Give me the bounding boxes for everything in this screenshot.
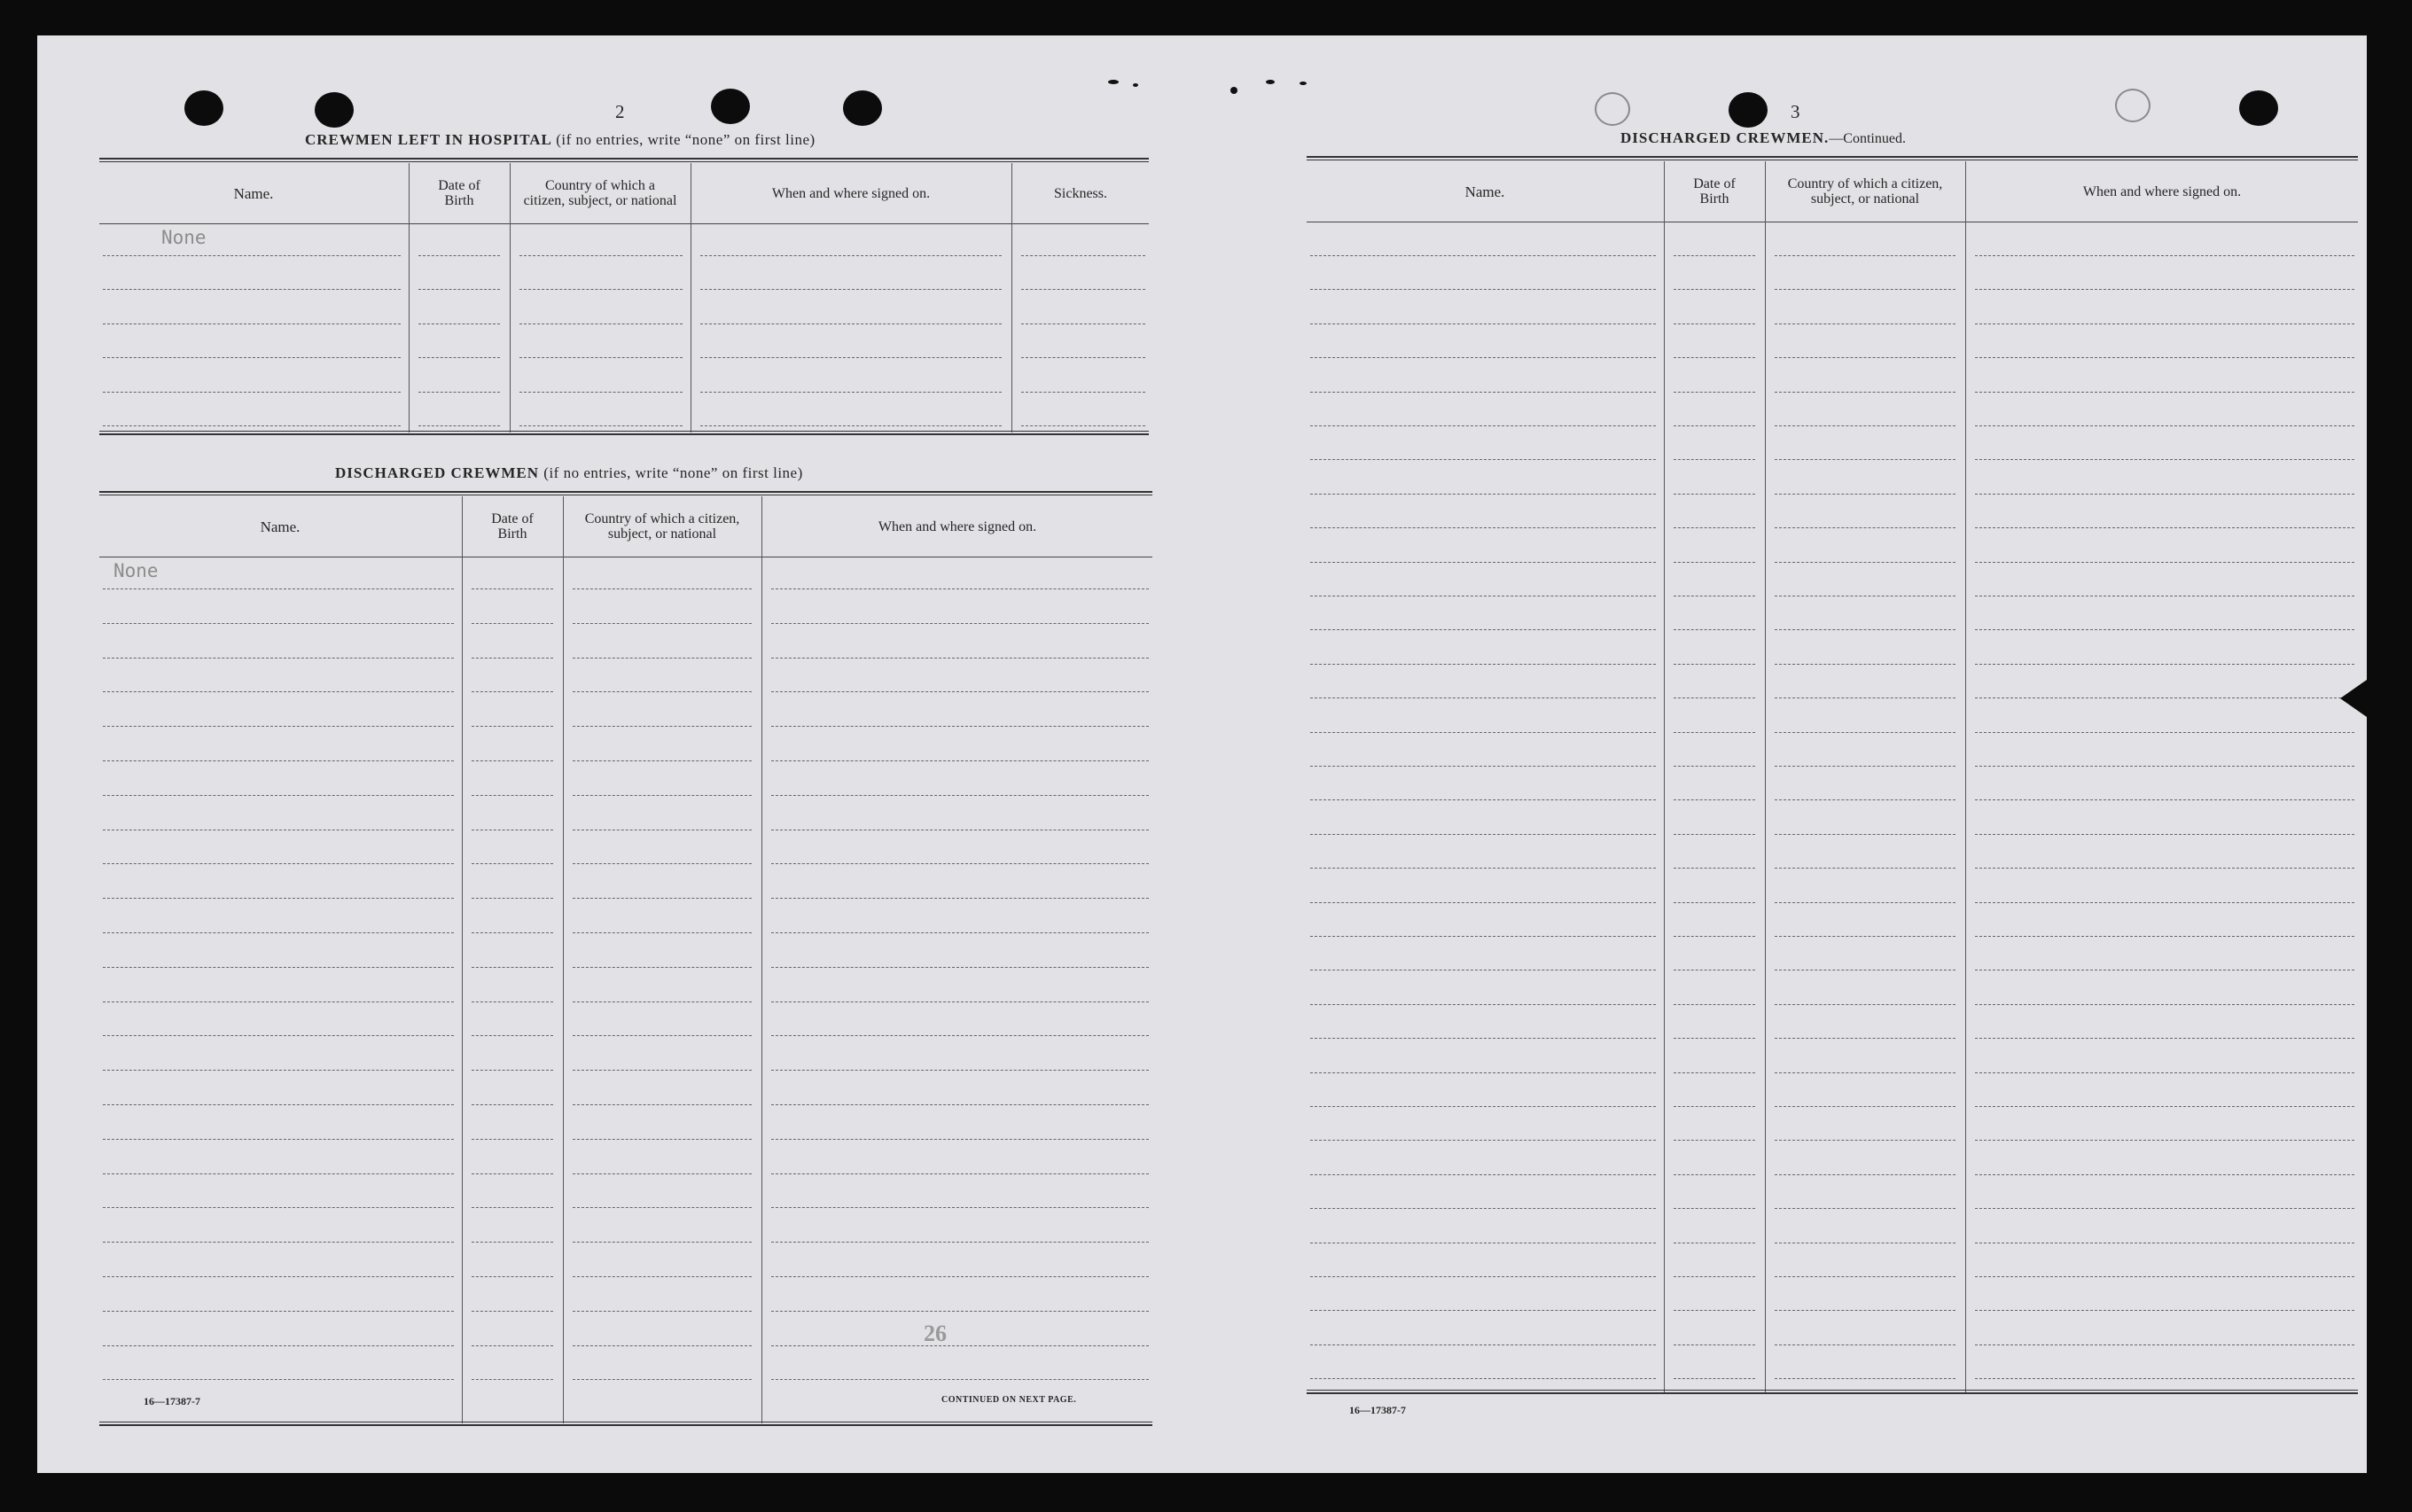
entry-line — [1775, 494, 1955, 495]
entry-line — [1310, 664, 1656, 665]
entry-line — [103, 1070, 454, 1071]
form-sheet — [37, 35, 2367, 1473]
entry-line — [771, 1311, 1149, 1312]
entry-line — [472, 1139, 553, 1140]
entry-line — [103, 1173, 454, 1174]
discharged-table-right — [1307, 156, 2358, 1397]
entry-line — [1975, 834, 2354, 835]
form-number: 16—17387-7 — [1349, 1404, 1406, 1416]
double-rule — [1307, 1390, 2358, 1394]
entry-line — [472, 967, 553, 968]
col-header-country: Country of which a citizen, subject, or national — [584, 511, 740, 542]
entry-line — [1775, 357, 1955, 358]
entry-line — [573, 932, 752, 933]
entry-line — [1674, 357, 1755, 358]
entry-line — [1775, 664, 1955, 665]
entry-line — [700, 255, 1002, 256]
entry-line — [1775, 425, 1955, 426]
entry-line — [418, 255, 500, 256]
entry-line — [1674, 255, 1755, 256]
entry-line — [1674, 732, 1755, 733]
entry-line — [1674, 1378, 1755, 1379]
entry-line — [1021, 357, 1145, 358]
entry-line — [700, 357, 1002, 358]
entry-line — [573, 1104, 752, 1105]
entry-line — [573, 691, 752, 692]
entry-line — [573, 795, 752, 796]
entry-line — [1021, 289, 1145, 290]
entry-line — [1775, 1174, 1955, 1175]
entry-line — [103, 863, 454, 864]
entry-line — [1975, 936, 2354, 937]
entry-line — [472, 898, 553, 899]
entry-line — [103, 691, 454, 692]
entry-line — [573, 658, 752, 659]
entry-line — [103, 898, 454, 899]
continued-suffix: —Continued. — [1829, 131, 1906, 146]
entry-line — [103, 795, 454, 796]
entry-line — [771, 691, 1149, 692]
entry-line — [700, 392, 1002, 393]
entry-line — [1975, 459, 2354, 460]
entry-line — [103, 1139, 454, 1140]
col-header-signed-on: When and where signed on. — [771, 185, 931, 201]
entry-line — [519, 323, 683, 324]
entry-line — [103, 1035, 454, 1036]
entry-line — [103, 289, 401, 290]
entry-line — [771, 1207, 1149, 1208]
col-header-date-of-birth: Date of Birth — [1693, 176, 1736, 207]
entry-line — [771, 967, 1149, 968]
entry-line — [1975, 732, 2354, 733]
faint-mark: 26 — [924, 1321, 947, 1346]
entry-line — [1975, 392, 2354, 393]
discharged-title-instruction: (if no entries, write “none” on first line) — [543, 464, 803, 481]
entry-line — [1310, 392, 1656, 393]
entry-line — [1021, 392, 1145, 393]
double-rule — [99, 158, 1149, 162]
entry-line — [1775, 834, 1955, 835]
entry-line — [418, 425, 500, 426]
entry-line — [472, 760, 553, 761]
entry-line — [1310, 459, 1656, 460]
entry-line — [1674, 1038, 1755, 1039]
entry-line — [472, 795, 553, 796]
entry-line — [1975, 562, 2354, 563]
entry-line — [1310, 936, 1656, 937]
entry-line — [1310, 766, 1656, 767]
entry-line — [103, 323, 401, 324]
entry-line — [472, 1345, 553, 1346]
entry-line — [1775, 562, 1955, 563]
entry-line — [103, 1242, 454, 1243]
column-divider — [1664, 161, 1665, 1393]
entry-line — [472, 1311, 553, 1312]
discharged-continued-title-text: DISCHARGED CREWMEN. — [1620, 129, 1830, 146]
form-number: 16—17387-7 — [144, 1395, 200, 1407]
entry-line — [519, 289, 683, 290]
entry-line — [1310, 562, 1656, 563]
column-divider — [1965, 161, 1966, 1393]
paper-tear — [2340, 674, 2376, 723]
entry-line — [1674, 664, 1755, 665]
entry-line — [1310, 834, 1656, 835]
entry-line — [771, 726, 1149, 727]
entry-line — [519, 255, 683, 256]
entry-line — [771, 1276, 1149, 1277]
entry-line — [573, 1070, 752, 1071]
entry-line — [1775, 1276, 1955, 1277]
entry-line — [1775, 868, 1955, 869]
entry-line — [771, 932, 1149, 933]
entry-line — [1674, 1174, 1755, 1175]
entry-line — [1975, 1310, 2354, 1311]
entry-line — [1975, 1072, 2354, 1073]
entry-line — [1310, 357, 1656, 358]
entry-line — [1775, 1208, 1955, 1209]
col-header-name: Name. — [260, 518, 301, 535]
entry-line — [1975, 323, 2354, 324]
left-page — [37, 35, 1154, 1473]
entry-line — [1310, 1378, 1656, 1379]
entry-line — [1775, 392, 1955, 393]
entry-line — [472, 932, 553, 933]
entry-line — [573, 1207, 752, 1208]
entry-line — [472, 1242, 553, 1243]
entry-line — [103, 255, 401, 256]
page-number: 3 — [1791, 101, 1800, 122]
entry-line — [1310, 425, 1656, 426]
entry-line — [1775, 902, 1955, 903]
col-header-sickness: Sickness. — [1054, 185, 1107, 201]
entry-line — [472, 726, 553, 727]
entry-line — [1775, 1004, 1955, 1005]
entry-line — [1775, 527, 1955, 528]
entry-line — [1310, 1004, 1656, 1005]
entry-line — [573, 898, 752, 899]
entry-line — [1975, 494, 2354, 495]
entry-line — [1674, 323, 1755, 324]
hospital-title-instruction: (if no entries, write “none” on first line) — [556, 131, 816, 148]
header-rule — [99, 223, 1149, 224]
entry-line — [1674, 1276, 1755, 1277]
entry-line — [1674, 1004, 1755, 1005]
entry-line — [1310, 629, 1656, 630]
entry-line — [573, 623, 752, 624]
entry-line — [103, 1207, 454, 1208]
entry-line — [1775, 459, 1955, 460]
entry-line — [1674, 459, 1755, 460]
entry-line — [1674, 834, 1755, 835]
entry-line — [472, 1104, 553, 1105]
entry-line — [771, 1139, 1149, 1140]
entry-line — [472, 1173, 553, 1174]
entry-line — [771, 1070, 1149, 1071]
entry-line — [519, 357, 683, 358]
entry-line — [1775, 629, 1955, 630]
entry-line — [1975, 357, 2354, 358]
entry-line — [1674, 1208, 1755, 1209]
entry-line — [103, 425, 401, 426]
entry-line — [1775, 289, 1955, 290]
column-divider — [510, 163, 511, 433]
column-divider — [409, 163, 410, 433]
entry-line — [1310, 1106, 1656, 1107]
entry-line — [1975, 868, 2354, 869]
entry-line — [573, 1173, 752, 1174]
column-divider — [563, 496, 564, 1423]
entry-line — [103, 357, 401, 358]
entry-line — [573, 760, 752, 761]
entry-line — [1674, 799, 1755, 800]
entry-line — [1975, 799, 2354, 800]
col-header-name: Name. — [233, 184, 274, 202]
entry-line — [1674, 1310, 1755, 1311]
entry-line — [1674, 289, 1755, 290]
entry-line — [1310, 1038, 1656, 1039]
entry-line — [1310, 1140, 1656, 1141]
entry-line — [771, 1104, 1149, 1105]
entry-line — [1775, 936, 1955, 937]
entry-line — [573, 967, 752, 968]
double-rule — [1307, 156, 2358, 160]
entry-line — [1674, 902, 1755, 903]
entry-line — [771, 1173, 1149, 1174]
entry-line — [573, 1035, 752, 1036]
entry-line — [1674, 527, 1755, 528]
entry-line — [1674, 1106, 1755, 1107]
entry-line — [519, 425, 683, 426]
entry-line — [472, 588, 553, 589]
entry-line — [771, 658, 1149, 659]
entry-line — [1674, 494, 1755, 495]
entry-line — [1674, 425, 1755, 426]
discharged-section-title — [335, 464, 803, 482]
entry-line — [1975, 289, 2354, 290]
entry-line — [472, 623, 553, 624]
entry-line — [103, 967, 454, 968]
col-header-date-of-birth: Date of Birth — [438, 178, 480, 208]
entry-line — [1310, 323, 1656, 324]
entry-line — [418, 357, 500, 358]
col-header-signed-on: When and where signed on. — [878, 518, 1037, 534]
entry-line — [1310, 255, 1656, 256]
entry-line — [771, 795, 1149, 796]
entry-line — [1975, 527, 2354, 528]
entry-line — [1975, 1038, 2354, 1039]
handwritten-entry: None — [161, 227, 207, 248]
entry-line — [700, 425, 1002, 426]
entry-line — [700, 323, 1002, 324]
col-header-date-of-birth: Date of Birth — [491, 511, 534, 542]
entry-line — [103, 1311, 454, 1312]
entry-line — [1775, 255, 1955, 256]
entry-line — [1775, 1140, 1955, 1141]
entry-line — [418, 289, 500, 290]
entry-line — [103, 658, 454, 659]
entry-line — [771, 1345, 1149, 1346]
hospital-title-text: CREWMEN LEFT IN HOSPITAL — [305, 131, 551, 148]
column-divider — [1011, 163, 1012, 433]
hospital-table — [99, 158, 1149, 434]
entry-line — [103, 588, 454, 589]
column-divider — [462, 496, 463, 1423]
ink-speck — [1230, 87, 1237, 94]
col-header-country: Country of which a citizen, subject, or national — [1787, 176, 1943, 207]
entry-line — [103, 1104, 454, 1105]
continued-note: CONTINUED ON NEXT PAGE. — [941, 1395, 1077, 1405]
entry-line — [1310, 1208, 1656, 1209]
entry-line — [1775, 766, 1955, 767]
entry-line — [103, 760, 454, 761]
double-rule — [99, 491, 1152, 495]
entry-line — [1775, 1106, 1955, 1107]
entry-line — [472, 1379, 553, 1380]
entry-line — [771, 760, 1149, 761]
col-header-signed-on: When and where signed on. — [2082, 183, 2242, 199]
entry-line — [1975, 1208, 2354, 1209]
entry-line — [103, 726, 454, 727]
entry-line — [573, 863, 752, 864]
entry-line — [573, 588, 752, 589]
entry-line — [1775, 1378, 1955, 1379]
entry-line — [1975, 629, 2354, 630]
entry-line — [573, 726, 752, 727]
discharged-continued-title — [1620, 129, 1906, 147]
col-header-country: Country of which a citizen, subject, or national — [523, 178, 677, 208]
entry-line — [472, 691, 553, 692]
entry-line — [1674, 1140, 1755, 1141]
entry-line — [573, 1379, 752, 1380]
handwritten-entry: None — [113, 560, 159, 581]
entry-line — [573, 1345, 752, 1346]
column-divider — [761, 496, 762, 1423]
entry-line — [1310, 799, 1656, 800]
entry-line — [519, 392, 683, 393]
entry-line — [771, 1242, 1149, 1243]
entry-line — [1310, 732, 1656, 733]
entry-line — [1975, 902, 2354, 903]
double-rule — [99, 431, 1149, 435]
entry-line — [103, 1345, 454, 1346]
entry-line — [1775, 1038, 1955, 1039]
entry-line — [573, 1139, 752, 1140]
entry-line — [103, 932, 454, 933]
entry-line — [103, 392, 401, 393]
hospital-section-title — [305, 131, 816, 149]
entry-line — [1310, 902, 1656, 903]
col-header-name: Name. — [1464, 183, 1505, 200]
entry-line — [472, 1070, 553, 1071]
entry-line — [103, 1276, 454, 1277]
entry-line — [1975, 664, 2354, 665]
entry-line — [1975, 1174, 2354, 1175]
entry-line — [418, 323, 500, 324]
entry-line — [771, 588, 1149, 589]
entry-line — [1674, 936, 1755, 937]
double-rule — [99, 1422, 1152, 1426]
entry-line — [1674, 562, 1755, 563]
entry-line — [573, 1311, 752, 1312]
entry-line — [1775, 323, 1955, 324]
entry-line — [1310, 1174, 1656, 1175]
discharged-table-left — [99, 491, 1152, 1425]
entry-line — [472, 1207, 553, 1208]
entry-line — [573, 1276, 752, 1277]
entry-line — [418, 392, 500, 393]
entry-line — [1975, 1106, 2354, 1107]
entry-line — [472, 1035, 553, 1036]
entry-line — [1674, 766, 1755, 767]
entry-line — [1775, 799, 1955, 800]
entry-line — [1775, 1344, 1955, 1345]
entry-line — [1674, 1072, 1755, 1073]
entry-line — [1775, 1310, 1955, 1311]
discharged-title-text: DISCHARGED CREWMEN — [335, 464, 540, 481]
entry-line — [103, 1379, 454, 1380]
entry-line — [1310, 1276, 1656, 1277]
entry-line — [1975, 1004, 2354, 1005]
entry-line — [1674, 868, 1755, 869]
entry-line — [472, 863, 553, 864]
right-page — [1261, 35, 2367, 1473]
entry-line — [1310, 494, 1656, 495]
entry-line — [1975, 425, 2354, 426]
entry-line — [1021, 425, 1145, 426]
entry-line — [1310, 868, 1656, 869]
entry-line — [472, 658, 553, 659]
entry-line — [1975, 1276, 2354, 1277]
entry-line — [1021, 323, 1145, 324]
entry-line — [1310, 289, 1656, 290]
entry-line — [700, 289, 1002, 290]
entry-line — [1310, 1310, 1656, 1311]
entry-line — [1310, 1072, 1656, 1073]
entry-line — [1310, 527, 1656, 528]
entry-line — [1310, 1344, 1656, 1345]
entry-line — [1674, 1344, 1755, 1345]
entry-line — [1975, 255, 2354, 256]
entry-line — [1674, 392, 1755, 393]
entry-line — [573, 1242, 752, 1243]
entry-line — [1674, 629, 1755, 630]
entry-line — [1975, 1378, 2354, 1379]
entry-line — [771, 623, 1149, 624]
entry-line — [1975, 766, 2354, 767]
entry-line — [1975, 1344, 2354, 1345]
entry-line — [1975, 1140, 2354, 1141]
entry-line — [771, 1379, 1149, 1380]
entry-line — [1775, 1072, 1955, 1073]
entry-line — [1021, 255, 1145, 256]
entry-line — [1775, 732, 1955, 733]
entry-line — [771, 1035, 1149, 1036]
column-divider — [1765, 161, 1766, 1393]
entry-line — [771, 863, 1149, 864]
page-number: 2 — [615, 101, 625, 122]
entry-line — [472, 1276, 553, 1277]
entry-line — [103, 623, 454, 624]
entry-line — [771, 898, 1149, 899]
